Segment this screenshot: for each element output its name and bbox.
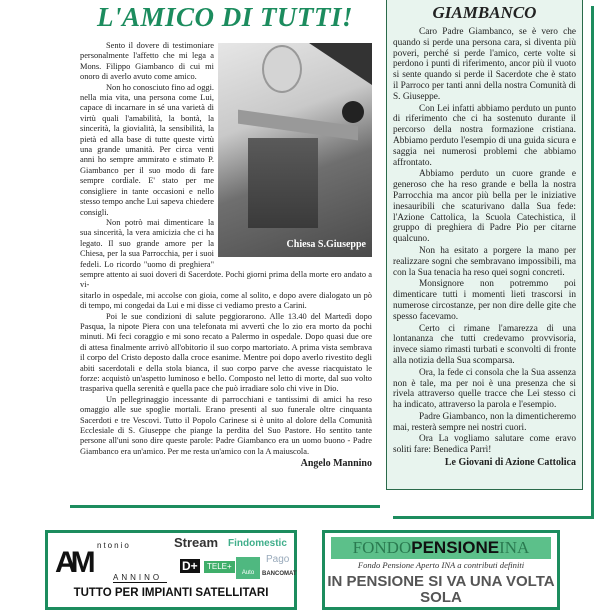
paragraph: Non potrò mai dimenticare la sua sincerità, la vera amicizia che ci ha legato. Il suo grande amore per la Chiesa, per la sua Parrocchia, per i suoi fedeli. Lo ricordo "uomo di preghiera" sempre attento ai suoi doveri di Sacerdote. Pochi giorni prima della morte ero andato a vi- [80, 217, 372, 290]
author: Angelo Mannino [300, 458, 372, 470]
dplus-logo: D+ [182, 559, 198, 573]
mannino-logo [53, 541, 171, 585]
stream-logo: Stream [174, 535, 219, 550]
lamp-shape [342, 101, 364, 123]
paragraph: Ora La vogliamo salutare come eravo soliti fare: Benedica Parrì! [393, 434, 576, 456]
auto-logo: Auto [236, 557, 260, 579]
paragraph: Poi le sue condizioni di salute peggiorarono. Alle 13.40 del Martedì dopo Pasqua, la nipote Piera con una telefonata mi avvertì che lo zio era morto da pochi minuti. Mi feci coraggio e mi sono recato a Palermo in ospedale. Dopo quasi due ore di attesa finalmente arrivò all'obitorio il suo corpo martoriato. A prima vista sembrava il corpo del Cristo deposto dalla croce esanime. Mentre poi dopo averlo rivestito degli abiti sacerdotali e della stola bianca, il suo corpo parve che avesse riacquistato le forze: acquistò un'aspetto luminoso e bello. Composto nel letto di morte, dal suo volto traspariva quella serenità e quella pace che può irradiare solo chi vive in Dio. [80, 311, 372, 394]
findomestic-logo: Findomestic [228, 538, 287, 549]
lintel-shape [238, 110, 358, 141]
logo-letters: AM [55, 546, 90, 579]
church-photo [218, 43, 372, 257]
paragraph: Un pellegrinaggio incessante di parrocchiani e tantissimi di amici ha reso omaggio alle sue spoglie mortali. Erano presenti al suo funerale oltre cinquanta Sacerdoti e tre Vescovi. Tutto il Popolo Carinese si è unito al dolore della Comunità Ecclesiale di S. Giuseppe che piange la perdita del Suo Pastore. Ho sentito tante persone all'uni sono dire queste parole: Padre Giambanco era un uomo buono - Padre Giambanco era un'amico. Per me resta un'amico con la A maiuscola. [80, 394, 372, 456]
photo-caption: Chiesa S.Giuseppe [286, 239, 366, 250]
roof-shape [302, 43, 372, 113]
paragraph: Certo ci rimane l'amarezza di una lontananza che tutti credevamo provvisoria, invece siamo rimasti turbati e sconvolti di fronte alla notizia della Sua scomparsa. [393, 323, 576, 366]
paragraph: Non ho conosciuto fino ad oggi. nella mia vita, una persona come Lui, capace di incarnare in sé una varietà di virtù quali l'amabilità, la bontà, la sincerità, la giovialità, la sensibilità, la pietà ed alla base di tutte queste virtù una grande umanità. Per circa venti anni ho sempre ammirato e stimato P. Giambanco per il suo modo di fare sempre cordiale. E' stato per me consigliere in tante occasioni e nello stesso tempo anche Lui sapeva chiedere consigli. [80, 82, 214, 217]
article-body [80, 41, 372, 470]
paragraph: Monsignore non potremmo poi dimenticare tutti i momenti lieti trascorsi in numerose circostanze, per non dire delle gite che spesso facevamo. [393, 279, 576, 322]
paragraph: Caro Padre Giambanco, se è vero che quando si perde una persona cara, si diventa più poveri, perché si perde l'amico, certe volte si perdono i punti di riferimento, ancor più il vuoto si sente quando si perde il Sacerdote che è stato il Parroco per tanti anni della nostra Comunità di S. Giuseppe. [393, 27, 576, 102]
paragraph: sitarlo in ospedale, mi accolse con gioia, come al solito, e dopo avere dialogato un pò di tempo, mi congedai da Lui e mi disse ci vediamo presto a Carini. [80, 290, 372, 311]
ad-fondo-pensione-ina[interactable] [322, 530, 560, 610]
teleplus-logo: TELE+ [204, 561, 235, 573]
paragraph: Con Lei infatti abbiamo perduto un punto di riferimento che ci ha sostenuto durante il percorso della nostra formazione cristiana. Abbiamo perduto l'esempio di una guida sicura e saggia nei numerosi problemi che abbiamo affrontato. [393, 103, 576, 168]
logo-bottom-text: ANNINO [113, 573, 167, 583]
pago-logo: Pago [266, 554, 290, 565]
logo-top-text: ntonio [97, 541, 131, 550]
bancomat-logo: BANCOMAT [262, 571, 297, 577]
paragraph: Sento il dovere di testimoniare personalmente l'affetto che mi lega a Mons. Filippo Giambanco di cui mi onoro di averlo avuto come amico. [80, 41, 214, 82]
ina-tagline: IN PENSIONE SI VA UNA VOLTA SOLA [327, 573, 555, 606]
paragraph: Padre Giambanco, non la dimenticheremo mai, resterà sempre nei nostri cuori. [393, 411, 576, 433]
sidebar-box [386, 0, 583, 490]
paragraph: Abbiamo perduto un cuore grande e generoso che ha reso grande e bella la nostra Parrocchia ma ancor più bella per le iniziative inesauribili che scaturivano dalla Sua fede: l'Azione Cattolica, la Scuola Catechistica, il gruppo di preghiera di Padre Pio per citarne qualcuno. [393, 169, 576, 245]
door-shape [248, 138, 318, 228]
brand-logos [174, 535, 296, 583]
ina-logo [331, 537, 551, 559]
logo-part: PENSIONE [411, 538, 500, 557]
mannino-tagline: TUTTO PER IMPIANTI SATELLITARI [73, 587, 269, 599]
sidebar-signature: Le Giovani di Azione Cattolica [444, 457, 576, 469]
logo-part: FONDO [352, 538, 412, 557]
medallion-shape [262, 45, 302, 93]
logo-part: INA [499, 538, 530, 557]
ad-mannino[interactable] [45, 530, 297, 610]
sidebar-title: GIAMBANCO [432, 3, 537, 22]
ina-subtitle: Fondo Pensione Aperto INA a contributi definiti [357, 560, 525, 570]
divider [70, 505, 380, 508]
paragraph: Ora, la fede ci consola che la Sua assenza non è tale, ma per noi è una presenza che si rivela attraverso quelle tracce che Lei stesso ci ha indicato, attraverso la parola e l'esempio. [393, 367, 576, 411]
article-title: L'AMICO DI TUTTI! [96, 2, 354, 32]
paragraph: Non ha esitato a porgere la mano per realizzare sogni che sembravano impossibili, ma con la Sua tenacia ha reso quei sogni concreti. [393, 245, 576, 278]
